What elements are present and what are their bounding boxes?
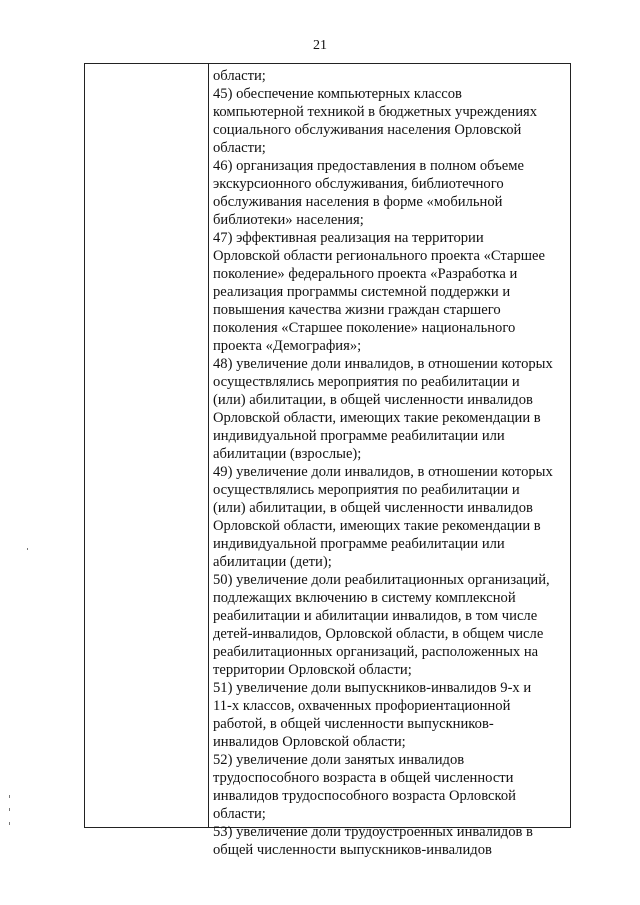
scan-speck: [27, 548, 28, 550]
text-line: обслуживания населения в форме «мобильной: [213, 194, 503, 210]
scan-speck: [9, 808, 10, 811]
text-line: 46) организация предоставления в полном объеме: [213, 158, 524, 174]
text-line: индивидуальной программе реабилитации или: [213, 536, 505, 552]
text-line: 11-х классов, охваченных профориентационной: [213, 698, 511, 714]
text-line: компьютерной техникой в бюджетных учреждениях: [213, 104, 538, 120]
text-line: области;: [213, 806, 266, 822]
text-line: территории Орловской области;: [213, 662, 412, 678]
document-table: [84, 63, 571, 858]
text-line: 50) увеличение доли реабилитационных организаций,: [213, 572, 550, 588]
text-line: Орловской области, имеющих такие рекомендации в: [213, 518, 541, 534]
text-line: поколение» федерального проекта «Разработка и: [213, 266, 518, 282]
text-line: Орловской области, имеющих такие рекомендации в: [213, 410, 541, 426]
text-line: осуществлялись мероприятия по реабилитации и: [213, 482, 520, 498]
text-line: 45) обеспечение компьютерных классов: [213, 86, 462, 102]
table-column-divider: [208, 64, 209, 827]
text-line: области;: [213, 68, 266, 84]
text-line: инвалидов трудоспособного возраста Орловской: [213, 788, 516, 804]
text-line: области;: [213, 140, 266, 156]
text-line: 47) эффективная реализация на территории: [213, 230, 484, 246]
table-left-cell: [85, 64, 208, 827]
text-line: (или) абилитации, в общей численности инвалидов: [213, 392, 533, 408]
text-line: 53) увеличение доли трудоустроенных инвалидов в: [213, 824, 533, 840]
text-line: 49) увеличение доли инвалидов, в отношении которых: [213, 464, 553, 480]
text-line: библиотеки» населения;: [213, 212, 364, 228]
text-line: индивидуальной программе реабилитации или: [213, 428, 505, 444]
text-line: общей численности выпускников-инвалидов: [213, 842, 492, 858]
text-line: подлежащих включению в систему комплексной: [213, 590, 516, 606]
text-line: проекта «Демография»;: [213, 338, 362, 354]
text-line: (или) абилитации, в общей численности инвалидов: [213, 500, 533, 516]
text-line: трудоспособного возраста в общей численности: [213, 770, 514, 786]
scan-speck: [9, 822, 10, 825]
text-line: 51) увеличение доли выпускников-инвалидов 9-х и: [213, 680, 532, 696]
text-line: реабилитации и абилитации инвалидов, в том числе: [213, 608, 538, 624]
text-line: осуществлялись мероприятия по реабилитации и: [213, 374, 520, 390]
text-line: 48) увеличение доли инвалидов, в отношении которых: [213, 356, 553, 372]
text-line: работой, в общей численности выпускников-: [213, 716, 494, 732]
text-line: детей-инвалидов, Орловской области, в общем числе: [213, 626, 544, 642]
scan-speck: [9, 795, 10, 798]
text-line: экскурсионного обслуживания, библиотечного: [213, 176, 504, 192]
page-number: 21: [313, 38, 327, 53]
text-line: реализация программы системной поддержки и: [213, 284, 511, 300]
text-line: абилитации (взрослые);: [213, 446, 362, 462]
text-line: социального обслуживания населения Орловской: [213, 122, 522, 138]
text-line: Орловской области регионального проекта «Старшее: [213, 248, 545, 264]
text-line: реабилитационных организаций, расположенных на: [213, 644, 539, 660]
text-line: абилитации (дети);: [213, 554, 332, 570]
text-line: поколения «Старшее поколение» национального: [213, 320, 516, 336]
text-line: 52) увеличение доли занятых инвалидов: [213, 752, 465, 768]
text-line: повышения качества жизни граждан старшего: [213, 302, 501, 318]
text-line: инвалидов Орловской области;: [213, 734, 406, 750]
table-right-cell: [213, 67, 568, 859]
